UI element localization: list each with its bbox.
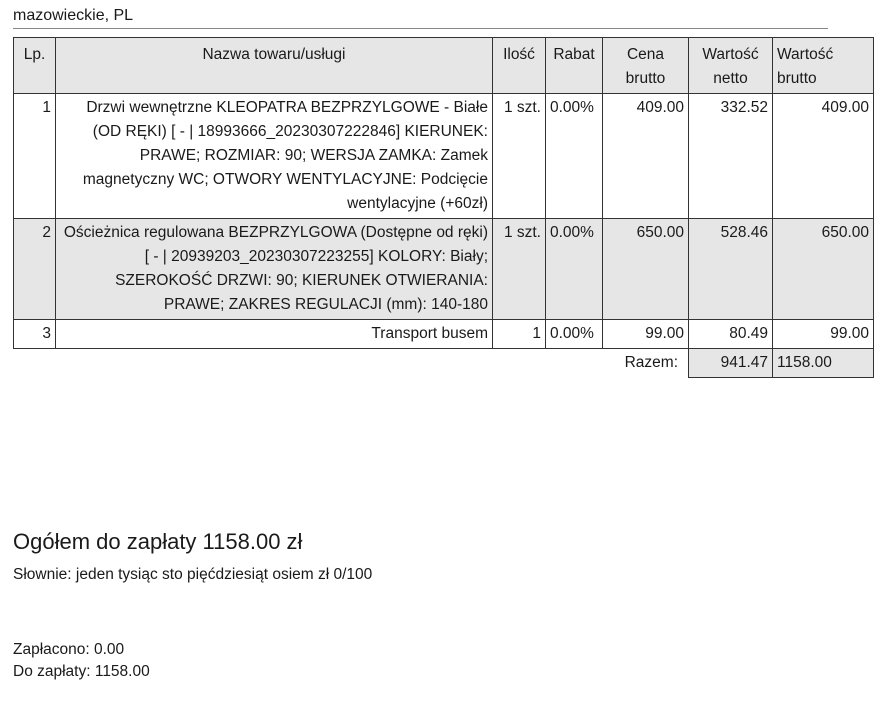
totals-label: Razem: (624, 354, 678, 371)
row-net-value: 332.52 (689, 94, 773, 219)
row-qty: 1 szt. (493, 219, 546, 320)
totals-gross-value: 1158.00 (773, 349, 874, 378)
grand-total: Ogółem do zapłaty 1158.00 zł (13, 529, 303, 554)
address-region: mazowieckie, PL (13, 7, 134, 24)
header-qty: Ilość (493, 38, 546, 94)
row-gross-value: 409.00 (773, 94, 874, 219)
row-name: Ościeżnica regulowana BEZPRZYLGOWA (Dostępne od ręki) [ - | 20939203_20230307223255] KOLORY: Biały; SZEROKOŚĆ DRZWI: 90; KIERUNEK OTWIERANIA: PRAWE; ZAKRES REGULACJI (mm): 140-180 (56, 219, 493, 320)
row-lp: 3 (14, 320, 56, 349)
invoice-items-table (13, 37, 874, 378)
row-discount: 0.00% (546, 219, 603, 320)
row-name: Transport busem (56, 320, 493, 349)
row-gross-price: 409.00 (603, 94, 689, 219)
amount-in-words: Słownie: jeden tysiąc sto pięćdziesiąt osiem zł 0/100 (13, 566, 373, 583)
row-lp: 1 (14, 94, 56, 219)
header-gross-value: Wartość brutto (773, 38, 874, 94)
paid-amount: Zapłacono: 0.00 (13, 641, 125, 658)
header-gross-price: Cena brutto (603, 38, 689, 94)
table-row (14, 219, 874, 320)
row-qty: 1 szt. (493, 94, 546, 219)
invoice-table-container (13, 37, 869, 427)
row-net-value: 80.49 (689, 320, 773, 349)
header-name: Nazwa towaru/usługi (56, 38, 493, 94)
row-discount: 0.00% (546, 320, 603, 349)
table-header-row (14, 38, 874, 94)
row-name: Drzwi wewnętrzne KLEOPATRA BEZPRZYLGOWE - Białe (OD RĘKI) [ - | 18993666_20230307222846] KIERUNEK: PRAWE; ROZMIAR: 90; WERSJA ZAMKA: Zamek magnetyczny WC; OTWORY WENTYLACYJNE: Podcięcie wentylacyjne (+60zł) (56, 94, 493, 219)
row-gross-value: 99.00 (773, 320, 874, 349)
row-gross-value: 650.00 (773, 219, 874, 320)
row-gross-price: 99.00 (603, 320, 689, 349)
row-qty: 1 (493, 320, 546, 349)
row-gross-price: 650.00 (603, 219, 689, 320)
totals-net-value: 941.47 (689, 349, 773, 378)
header-discount: Rabat (546, 38, 603, 94)
table-row (14, 320, 874, 349)
row-discount: 0.00% (546, 94, 603, 219)
row-net-value: 528.46 (689, 219, 773, 320)
totals-row (14, 349, 874, 378)
divider (13, 28, 828, 29)
due-amount: Do zapłaty: 1158.00 (13, 663, 150, 680)
row-lp: 2 (14, 219, 56, 320)
header-lp: Lp. (14, 38, 56, 94)
table-row (14, 94, 874, 219)
header-net-value: Wartość netto (689, 38, 773, 94)
